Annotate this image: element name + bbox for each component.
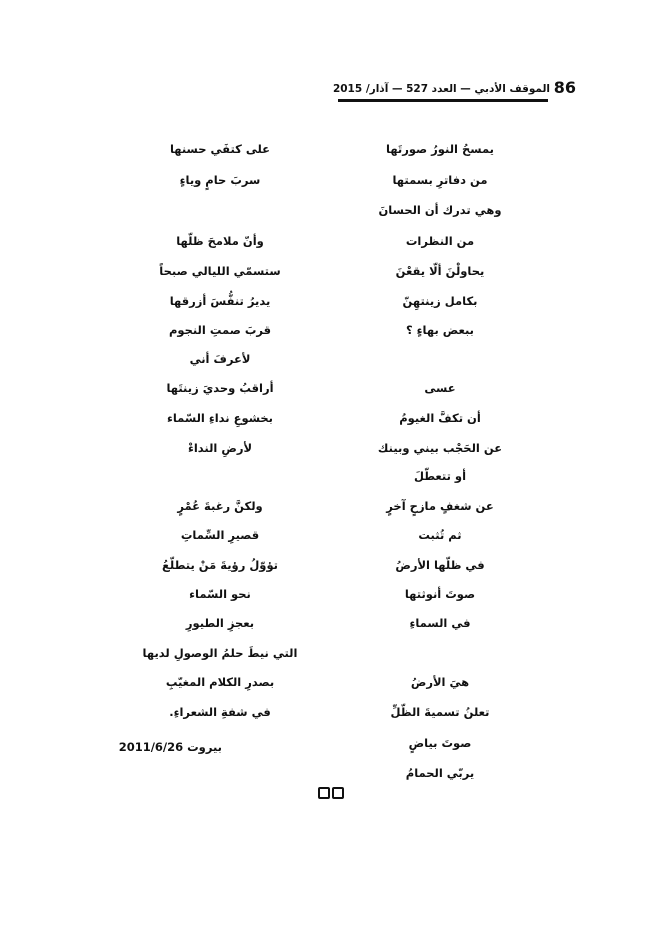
- verse-line: من النظرات: [405, 234, 475, 248]
- verse-line: التي نيطَ حلمُ الوصولِ لديها: [142, 646, 298, 660]
- verse-line: يحاولْنَ ألّا يقعْنَ: [395, 264, 485, 278]
- verse-line: أو تتعطّلَ: [413, 469, 467, 483]
- verse-line: تؤوّلُ رؤيةَ مَنْ يتطلّعُ: [162, 558, 278, 572]
- verse-line: من دفاترِ بسمتها: [392, 173, 488, 187]
- verse-line: بعجزِ الطيورِ: [185, 616, 255, 630]
- verse-line: لأعرفَ أني: [189, 352, 251, 366]
- verse-line: ثم تُثبت: [418, 528, 462, 542]
- verse-line: أن تكفَّ الغيومُ: [399, 411, 481, 425]
- verse-line: في ظلّها الأرضُ: [395, 558, 485, 572]
- verse-line: ببعض بهاءٍ ؟: [406, 323, 474, 337]
- end-square-icon: [332, 787, 344, 799]
- verse-line: عن شغفٍ مازحٍ آخرٍ: [386, 499, 494, 513]
- end-square-icon: [318, 787, 330, 799]
- verse-line: وهي تدرك أن الحسانَ: [378, 203, 502, 217]
- page-header: [332, 78, 578, 102]
- verse-line: ولكنَّ رغبةَ عُمْرٍ: [177, 499, 263, 513]
- verse-line: بكامل زينتهِنّ: [402, 294, 478, 308]
- verse-line: نحو السّماء: [189, 587, 251, 601]
- verse-line: يديرُ تنفُّسَ أزرقها: [169, 294, 271, 308]
- verse-line: لأرضِ النداءْ: [187, 441, 253, 455]
- verse-line: صوتَ أنوثتها: [404, 587, 476, 601]
- page-number: 86: [553, 78, 576, 97]
- place-and-date: بيروت 2011/6/26: [118, 740, 222, 754]
- verse-line: وأنّ ملامحَ ظلّها: [176, 234, 264, 248]
- verse-line: أراقبُ وحديَ زينتَها: [166, 381, 274, 395]
- verse-line: ستسمّي الليالي صبحاً: [159, 264, 281, 278]
- verse-line: عن الحَجْب بيني وبينك: [377, 441, 503, 455]
- verse-line: قربَ صمتِ النجوم: [168, 323, 272, 337]
- journal-issue-line: الموقف الأدبي — العدد 527 — آذار/ 2015: [332, 83, 550, 95]
- verse-line: صوتَ بياضٍ: [408, 736, 472, 750]
- verse-line: بخشوعِ نداءِ السّماء: [166, 411, 274, 425]
- verse-line: تعلنُ تسميةَ الظّلِّ: [390, 705, 490, 719]
- verse-line: قصيرِ السِّماتِ: [180, 528, 260, 542]
- verse-line: في السماءِ: [409, 616, 471, 630]
- end-of-text-mark: [318, 787, 344, 799]
- verse-line: بصدرِ الكلام المغيّبِ: [165, 675, 275, 689]
- verse-line: يمسحُ النورُ صورتَها: [386, 142, 494, 156]
- verse-line: في شفةِ الشعراءِ.: [169, 705, 271, 719]
- verse-line: هيَ الأرضُ: [410, 675, 470, 689]
- verse-line: سربَ حامٍ وياءٍ: [179, 173, 261, 187]
- header-rule: [338, 99, 548, 102]
- verse-line: عسى: [424, 381, 456, 395]
- verse-line: يربّي الحمامُ: [405, 766, 475, 780]
- verse-line: على كتفَي حسنها: [169, 142, 271, 156]
